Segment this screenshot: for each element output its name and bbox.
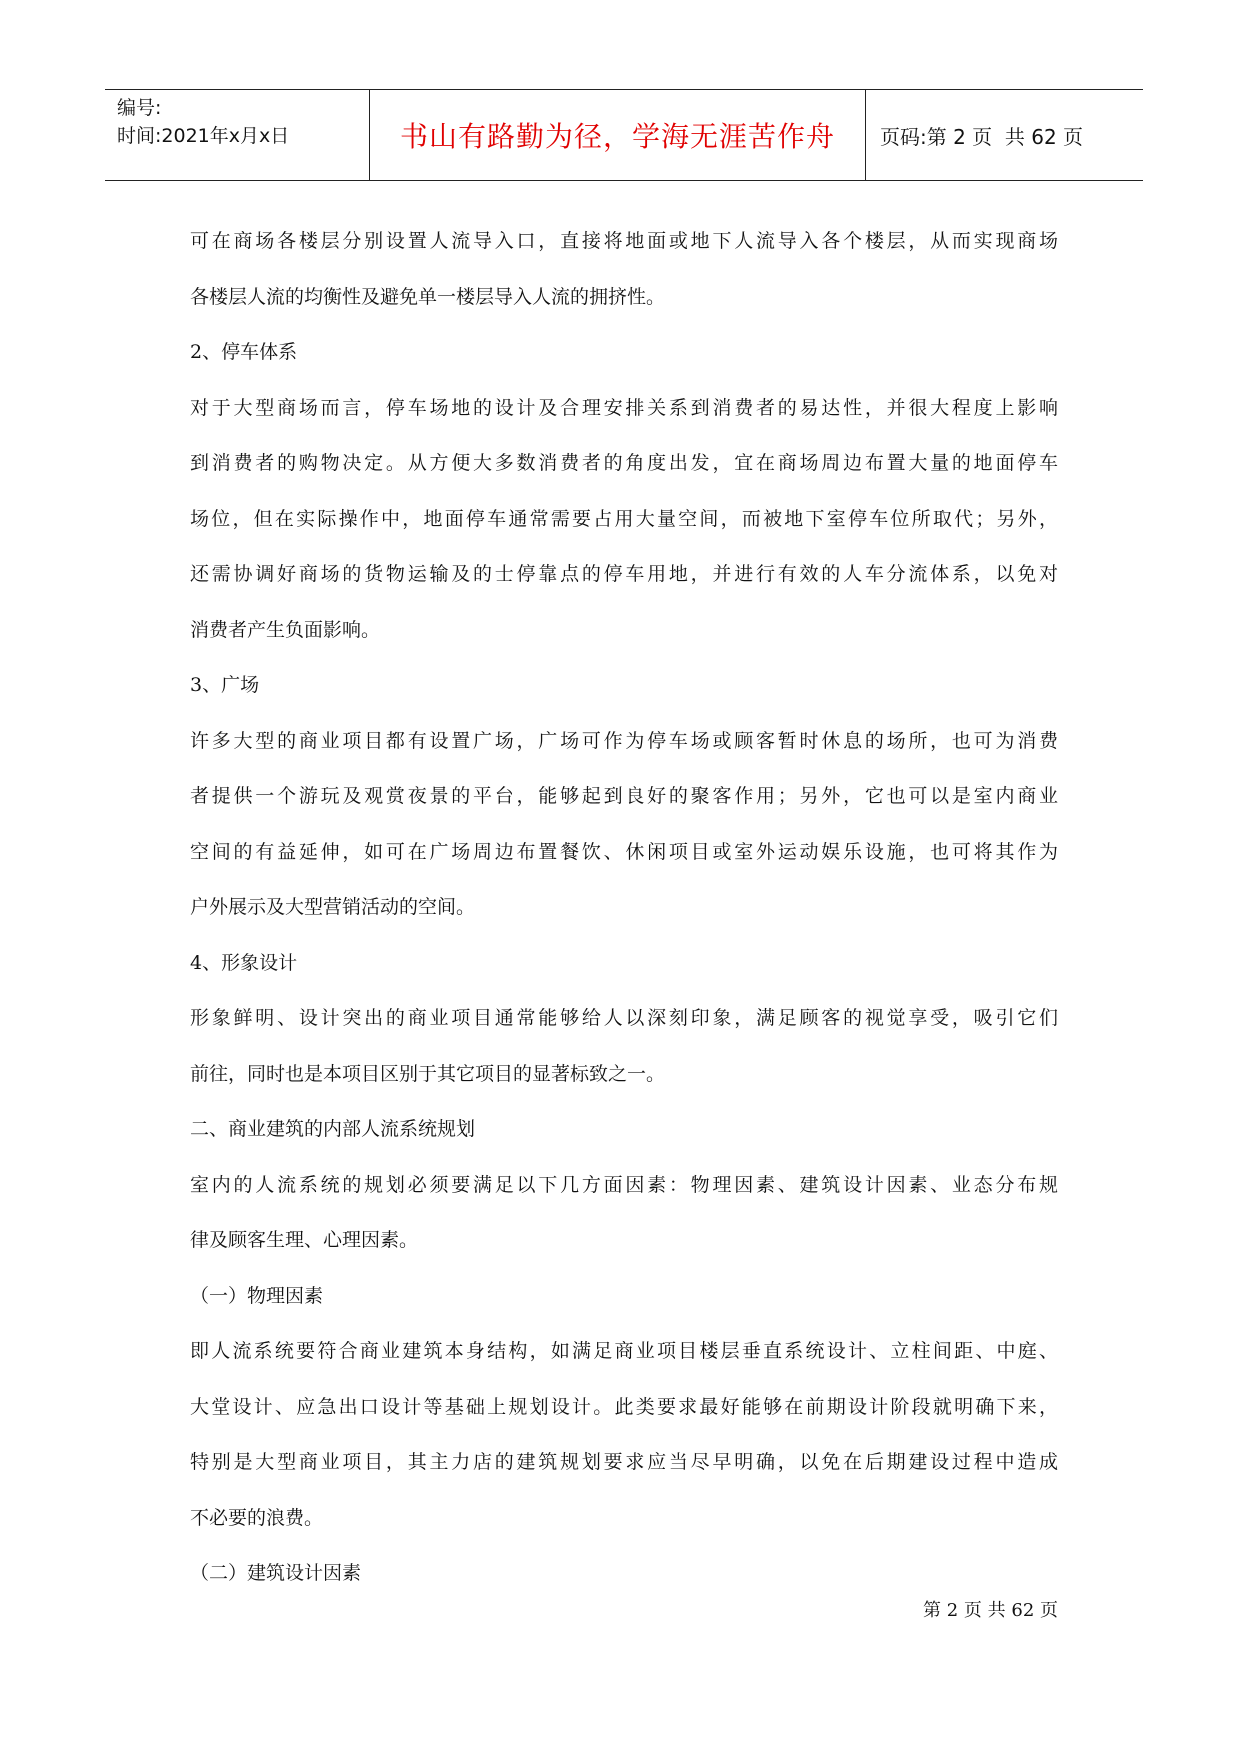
page-footer: 第 2 页 共 62 页 [923, 1600, 1058, 1621]
header-motto: 书山有路勤为径，学海无涯苦作舟 [370, 90, 866, 180]
section-heading: （一）物理因素 [190, 1284, 324, 1307]
body-line: 律及顾客生理、心理因素。 [190, 1229, 419, 1251]
body-line: 到消费者的购物决定。从方便大多数消费者的角度出发，宜在商场周边布置大量的地面停车 [190, 452, 1058, 474]
body-line: 消费者产生负面影响。 [190, 618, 381, 641]
section-heading: （二）建筑设计因素 [190, 1562, 362, 1584]
body-line: 不必要的浪费。 [190, 1506, 324, 1529]
body-line: 场位，但在实际操作中，地面停车通常需要占用大量空间，而被地下室停车位所取代；另外， [190, 507, 1058, 530]
body-line: 即人流系统要符合商业建筑本身结构，如满足商业项目楼层垂直系统设计、立柱间距、中庭、 [190, 1340, 1058, 1362]
document-header [105, 89, 1143, 181]
body-line: 各楼层人流的均衡性及避免单一楼层导入人流的拥挤性。 [190, 285, 666, 308]
header-meta [105, 90, 370, 180]
document-body [190, 216, 1058, 1604]
section-heading: 二、商业建筑的内部人流系统规划 [190, 1118, 476, 1140]
body-line: 室内的人流系统的规划必须要满足以下几方面因素：物理因素、建筑设计因素、业态分布规 [190, 1173, 1058, 1196]
body-line: 特别是大型商业项目，其主力店的建筑规划要求应当尽早明确，以免在后期建设过程中造成 [190, 1451, 1058, 1473]
body-line: 对于大型商场而言，停车场地的设计及合理安排关系到消费者的易达性，并很大程度上影响 [190, 396, 1058, 419]
body-line: 户外展示及大型营销活动的空间。 [190, 896, 476, 918]
section-heading: 3、广场 [190, 674, 260, 696]
body-line: 形象鲜明、设计突出的商业项目通常能够给人以深刻印象，满足顾客的视觉享受，吸引它们 [190, 1007, 1058, 1029]
body-line: 许多大型的商业项目都有设置广场，广场可作为停车场或顾客暂时休息的场所，也可为消费 [190, 729, 1058, 752]
body-line: 者提供一个游玩及观赏夜景的平台，能够起到良好的聚客作用；另外，它也可以是室内商业 [190, 785, 1058, 807]
document-number-label: 编号: [117, 97, 162, 119]
body-line: 可在商场各楼层分别设置人流导入口，直接将地面或地下人流导入各个楼层，从而实现商场 [190, 230, 1058, 252]
body-line: 大堂设计、应急出口设计等基础上规划设计。此类要求最好能够在前期设计阶段就明确下来， [190, 1395, 1058, 1418]
header-page-code: 页码:第 2 页 共 62 页 [880, 124, 1084, 149]
section-heading: 4、形象设计 [190, 951, 298, 974]
body-line: 还需协调好商场的货物运输及的士停靠点的停车用地，并进行有效的人车分流体系，以免对 [190, 563, 1058, 585]
body-line: 空间的有益延伸，如可在广场周边布置餐饮、休闲项目或室外运动娱乐设施，也可将其作为 [190, 840, 1058, 863]
body-line: 前往，同时也是本项目区别于其它项目的显著标致之一。 [190, 1062, 666, 1085]
document-time-label: 时间:2021年x月x日 [117, 125, 290, 147]
section-heading: 2、停车体系 [190, 341, 298, 363]
